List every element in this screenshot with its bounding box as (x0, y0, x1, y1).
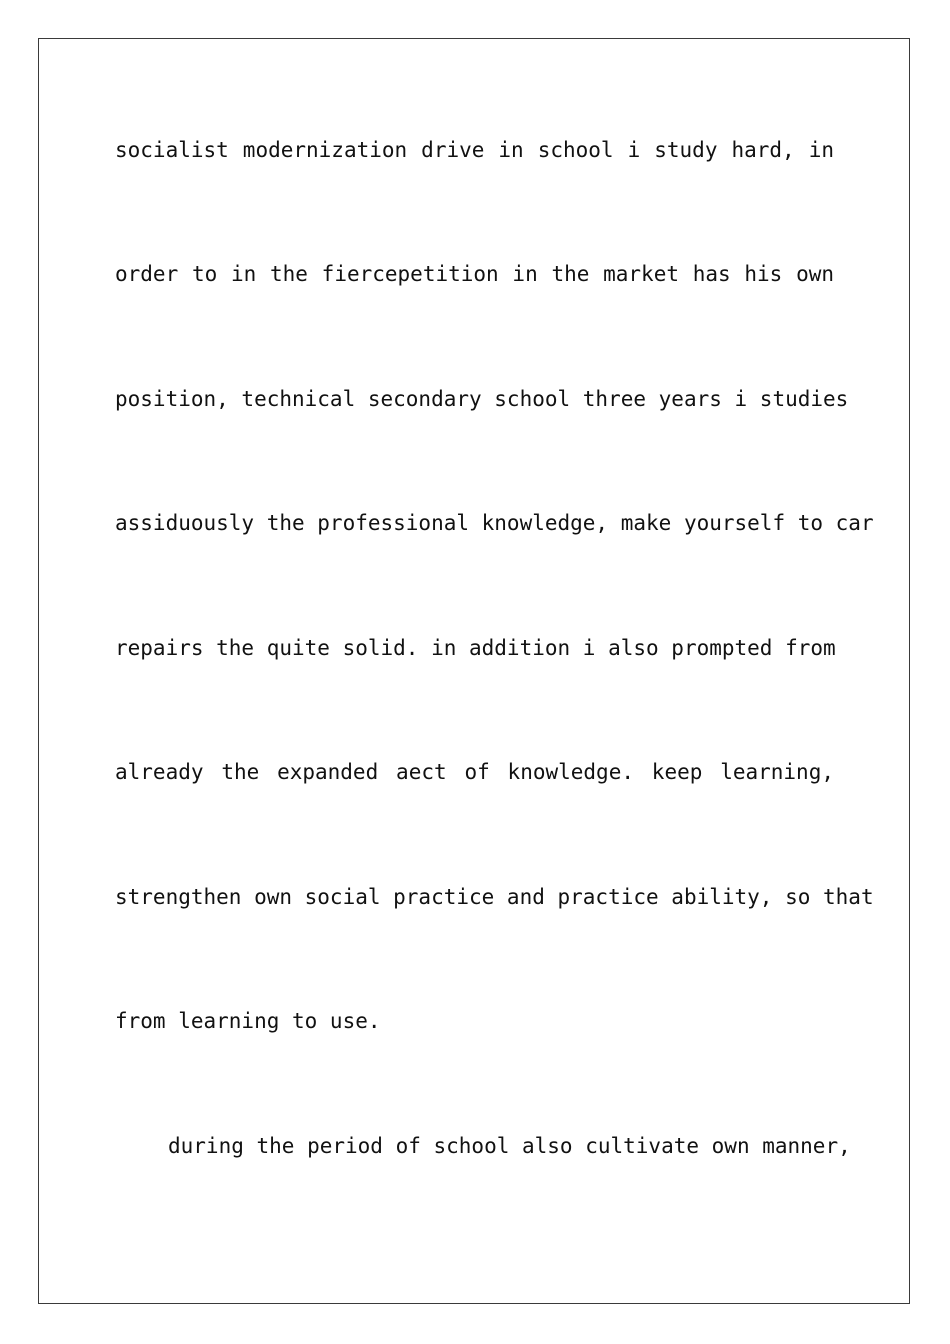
text-line-5: repairs the quite solid. in addition i also prompted from (115, 636, 836, 660)
text-line-2: order to in the fiercepetition in the market has his own (115, 262, 834, 286)
page-border (38, 38, 910, 1304)
text-line-3: position, technical secondary school three years i studies (115, 387, 849, 411)
text-line-6: already the expanded aect of knowledge. keep learning, (115, 760, 834, 784)
text-line-1: socialist modernization drive in school i study hard, in (115, 138, 834, 162)
paragraph-start-line: during the period of school also cultivate own manner, (168, 1134, 851, 1158)
text-line-7: strengthen own social practice and practice ability, so that (115, 885, 874, 909)
text-line-8: from learning to use. (115, 1009, 381, 1033)
text-line-4: assiduously the professional knowledge, make yourself to car (115, 511, 874, 535)
